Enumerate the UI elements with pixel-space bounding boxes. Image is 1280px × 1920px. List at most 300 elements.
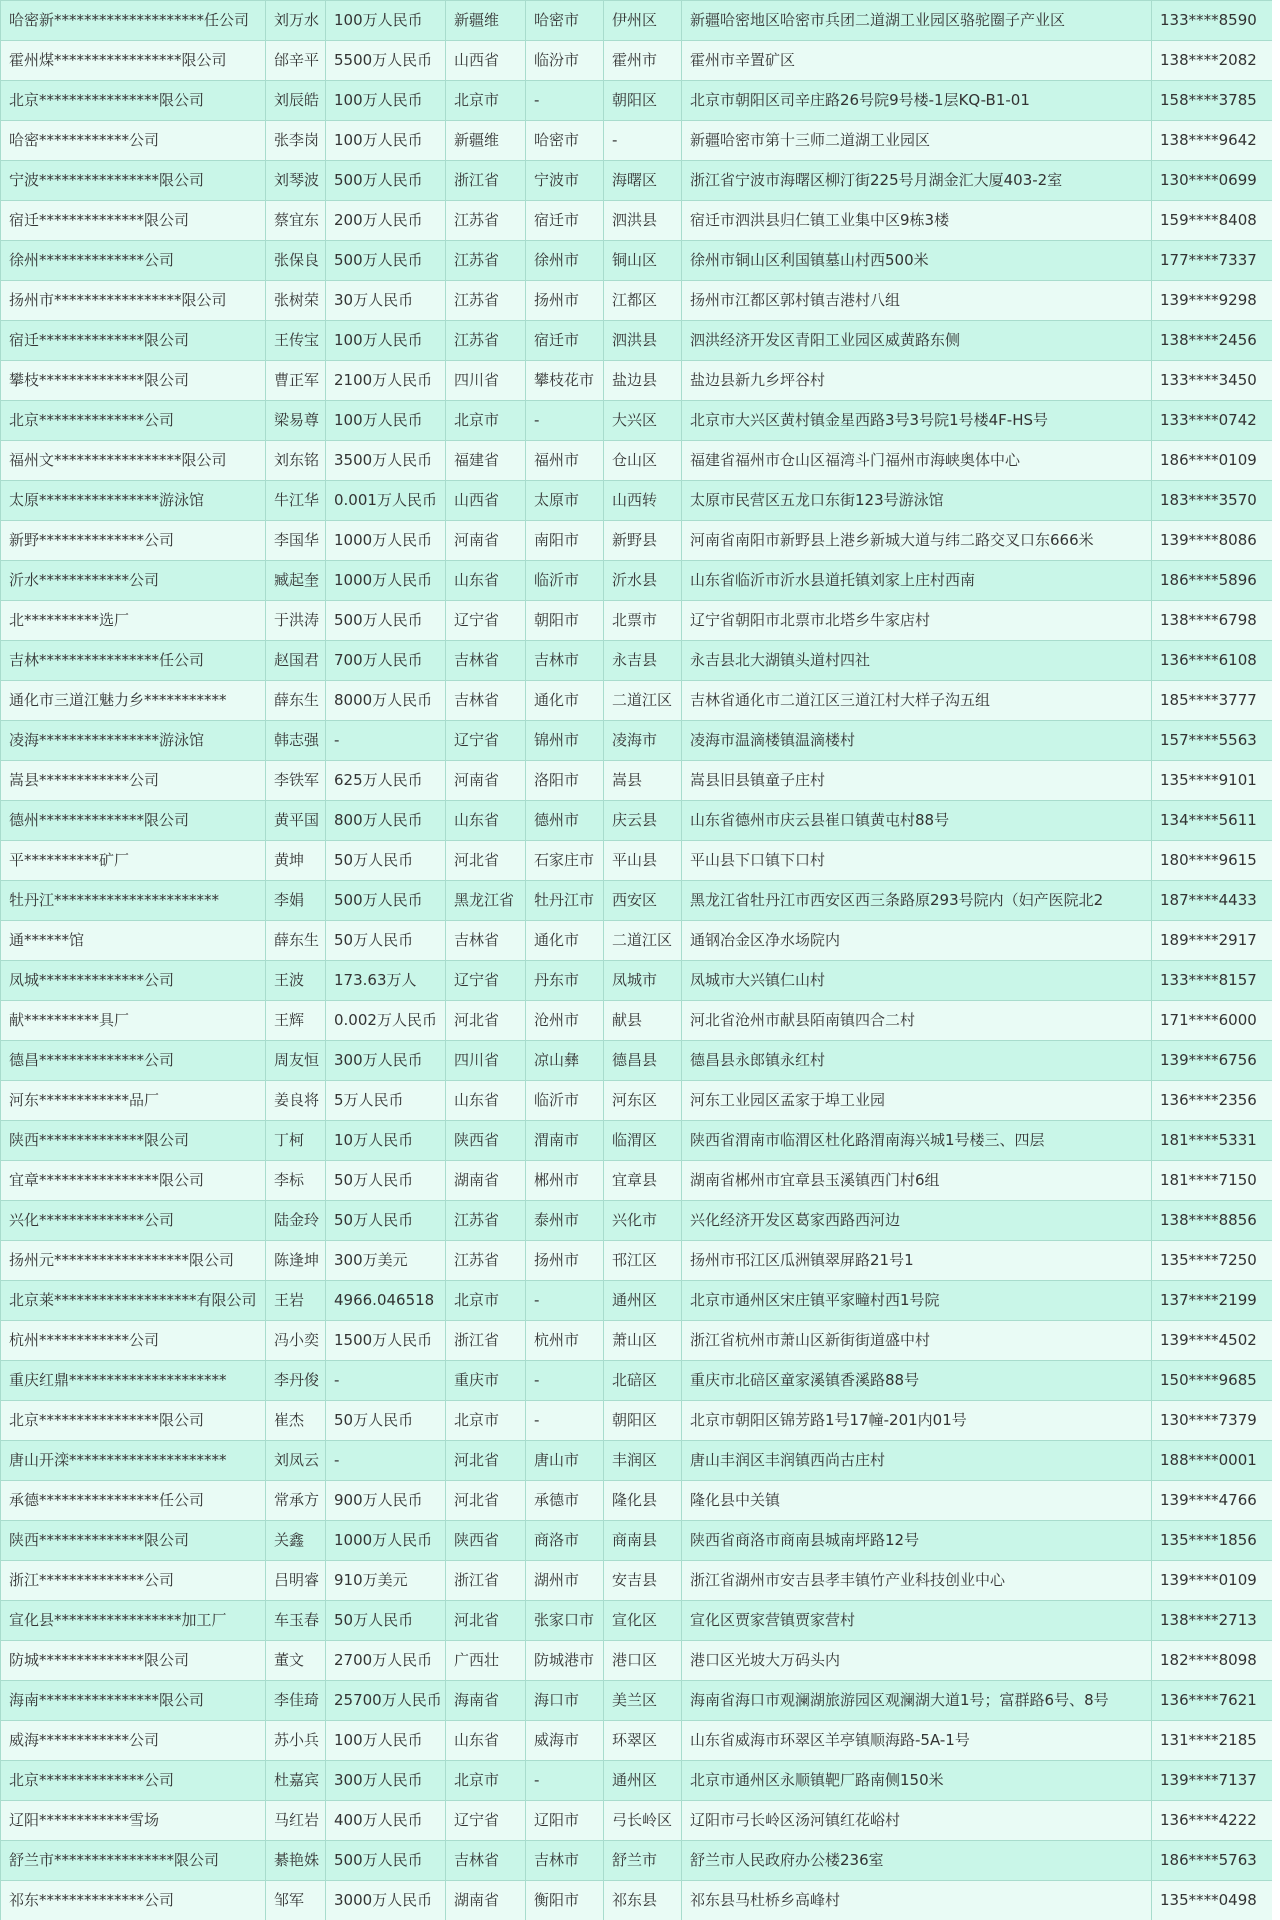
registered-capital-cell: 700万人民币: [326, 641, 446, 681]
phone-cell: 135****9101: [1152, 761, 1273, 801]
city-cell: 渭南市: [526, 1121, 604, 1161]
legal-person-cell: 董文: [266, 1641, 326, 1681]
table-row: [1, 1881, 1273, 1920]
city-cell: 海口市: [526, 1681, 604, 1721]
address-cell: 北京市大兴区黄村镇金星西路3号3号院1号楼4F-HS号: [682, 401, 1152, 441]
city-cell: 防城港市: [526, 1641, 604, 1681]
phone-cell: 171****6000: [1152, 1001, 1273, 1041]
city-cell: 扬州市: [526, 281, 604, 321]
table-row: [1, 401, 1273, 441]
table-row: [1, 1121, 1273, 1161]
address-cell: 永吉县北大湖镇头道村四社: [682, 641, 1152, 681]
address-cell: 扬州市江都区郭村镇吉港村八组: [682, 281, 1152, 321]
company-name-cell: 宜章****************限公司: [1, 1161, 266, 1201]
registered-capital-cell: 0.001万人民币: [326, 481, 446, 521]
company-name-cell: 杭州************公司: [1, 1321, 266, 1361]
district-cell: 安吉县: [604, 1561, 682, 1601]
company-name-cell: 通******馆: [1, 921, 266, 961]
address-cell: 北京市朝阳区司辛庄路26号院9号楼-1层KQ-B1-01: [682, 81, 1152, 121]
legal-person-cell: 薛东生: [266, 681, 326, 721]
registered-capital-cell: 3000万人民币: [326, 1881, 446, 1920]
legal-person-cell: 杜嘉宾: [266, 1761, 326, 1801]
address-cell: 福建省福州市仓山区福湾斗门福州市海峡奥体中心: [682, 441, 1152, 481]
phone-cell: 139****7137: [1152, 1761, 1273, 1801]
district-cell: 德昌县: [604, 1041, 682, 1081]
city-cell: -: [526, 1361, 604, 1401]
legal-person-cell: 冯小奕: [266, 1321, 326, 1361]
table-row: [1, 161, 1273, 201]
phone-cell: 159****8408: [1152, 201, 1273, 241]
table-row: [1, 361, 1273, 401]
table-row: [1, 801, 1273, 841]
registered-capital-cell: 1500万人民币: [326, 1321, 446, 1361]
phone-cell: 181****5331: [1152, 1121, 1273, 1161]
legal-person-cell: 李娟: [266, 881, 326, 921]
city-cell: 牡丹江市: [526, 881, 604, 921]
district-cell: -: [604, 121, 682, 161]
table-row: [1, 1281, 1273, 1321]
district-cell: 仓山区: [604, 441, 682, 481]
phone-cell: 183****3570: [1152, 481, 1273, 521]
table-row: [1, 1681, 1273, 1721]
address-cell: 宣化区贾家营镇贾家营村: [682, 1601, 1152, 1641]
registered-capital-cell: -: [326, 721, 446, 761]
district-cell: 通州区: [604, 1761, 682, 1801]
company-name-cell: 献**********具厂: [1, 1001, 266, 1041]
legal-person-cell: 吕明睿: [266, 1561, 326, 1601]
province-cell: 北京市: [446, 1401, 526, 1441]
city-cell: 福州市: [526, 441, 604, 481]
address-cell: 嵩县旧县镇童子庄村: [682, 761, 1152, 801]
district-cell: 大兴区: [604, 401, 682, 441]
province-cell: 河北省: [446, 1601, 526, 1641]
company-name-cell: 兴化**************公司: [1, 1201, 266, 1241]
registered-capital-cell: 25700万人民币: [326, 1681, 446, 1721]
phone-cell: 133****0742: [1152, 401, 1273, 441]
province-cell: 吉林省: [446, 921, 526, 961]
table-row: [1, 1321, 1273, 1361]
company-name-cell: 海南****************限公司: [1, 1681, 266, 1721]
company-name-cell: 攀枝**************限公司: [1, 361, 266, 401]
province-cell: 河南省: [446, 521, 526, 561]
province-cell: 四川省: [446, 1041, 526, 1081]
company-name-cell: 哈密新********************任公司: [1, 1, 266, 41]
district-cell: 庆云县: [604, 801, 682, 841]
province-cell: 江苏省: [446, 1201, 526, 1241]
city-cell: 攀枝花市: [526, 361, 604, 401]
company-name-cell: 重庆红鼎*********************: [1, 1361, 266, 1401]
address-cell: 湖南省郴州市宜章县玉溪镇西门村6组: [682, 1161, 1152, 1201]
company-name-cell: 祁东**************公司: [1, 1881, 266, 1920]
registered-capital-cell: 625万人民币: [326, 761, 446, 801]
registered-capital-cell: 3500万人民币: [326, 441, 446, 481]
province-cell: 辽宁省: [446, 721, 526, 761]
company-name-cell: 北京****************限公司: [1, 81, 266, 121]
province-cell: 海南省: [446, 1681, 526, 1721]
phone-cell: 136****4222: [1152, 1801, 1273, 1841]
registered-capital-cell: 50万人民币: [326, 1401, 446, 1441]
address-cell: 陕西省商洛市商南县城南坪路12号: [682, 1521, 1152, 1561]
table-row: [1, 1561, 1273, 1601]
province-cell: 北京市: [446, 401, 526, 441]
city-cell: 商洛市: [526, 1521, 604, 1561]
legal-person-cell: 姜良将: [266, 1081, 326, 1121]
district-cell: 嵩县: [604, 761, 682, 801]
address-cell: 海南省海口市观澜湖旅游园区观澜湖大道1号；富群路6号、8号: [682, 1681, 1152, 1721]
registered-capital-cell: 200万人民币: [326, 201, 446, 241]
legal-person-cell: 綦艳姝: [266, 1841, 326, 1881]
registered-capital-cell: 50万人民币: [326, 1161, 446, 1201]
district-cell: 海曙区: [604, 161, 682, 201]
phone-cell: 150****9685: [1152, 1361, 1273, 1401]
address-cell: 新疆哈密地区哈密市兵团二道湖工业园区骆驼圈子产业区: [682, 1, 1152, 41]
city-cell: 扬州市: [526, 1241, 604, 1281]
company-name-cell: 陕西**************限公司: [1, 1121, 266, 1161]
city-cell: 通化市: [526, 921, 604, 961]
phone-cell: 139****6756: [1152, 1041, 1273, 1081]
legal-person-cell: 王岩: [266, 1281, 326, 1321]
district-cell: 弓长岭区: [604, 1801, 682, 1841]
company-name-cell: 吉林****************任公司: [1, 641, 266, 681]
table-row: [1, 1361, 1273, 1401]
company-name-cell: 沂水************公司: [1, 561, 266, 601]
legal-person-cell: 陈逢坤: [266, 1241, 326, 1281]
table-row: [1, 281, 1273, 321]
province-cell: 江苏省: [446, 1241, 526, 1281]
province-cell: 湖南省: [446, 1881, 526, 1920]
legal-person-cell: 薛东生: [266, 921, 326, 961]
phone-cell: 187****4433: [1152, 881, 1273, 921]
district-cell: 永吉县: [604, 641, 682, 681]
province-cell: 湖南省: [446, 1161, 526, 1201]
company-name-cell: 北京莱*******************有限公司: [1, 1281, 266, 1321]
province-cell: 北京市: [446, 81, 526, 121]
table-row: [1, 961, 1273, 1001]
table-row: [1, 321, 1273, 361]
legal-person-cell: 陆金玲: [266, 1201, 326, 1241]
city-cell: 承德市: [526, 1481, 604, 1521]
district-cell: 二道江区: [604, 681, 682, 721]
table-row: [1, 841, 1273, 881]
phone-cell: 180****9615: [1152, 841, 1273, 881]
address-cell: 新疆哈密市第十三师二道湖工业园区: [682, 121, 1152, 161]
company-name-cell: 凌海****************游泳馆: [1, 721, 266, 761]
district-cell: 二道江区: [604, 921, 682, 961]
registered-capital-cell: 300万人民币: [326, 1761, 446, 1801]
table-row: [1, 1521, 1273, 1561]
phone-cell: 135****1856: [1152, 1521, 1273, 1561]
phone-cell: 158****3785: [1152, 81, 1273, 121]
province-cell: 黑龙江省: [446, 881, 526, 921]
company-name-cell: 北京**************公司: [1, 1761, 266, 1801]
phone-cell: 139****9298: [1152, 281, 1273, 321]
city-cell: 吉林市: [526, 1841, 604, 1881]
legal-person-cell: 王波: [266, 961, 326, 1001]
address-cell: 宿迁市泗洪县归仁镇工业集中区9栋3楼: [682, 201, 1152, 241]
legal-person-cell: 周友恒: [266, 1041, 326, 1081]
province-cell: 浙江省: [446, 1321, 526, 1361]
province-cell: 河北省: [446, 841, 526, 881]
registered-capital-cell: 300万人民币: [326, 1041, 446, 1081]
address-cell: 北京市通州区永顺镇靶厂路南侧150米: [682, 1761, 1152, 1801]
company-name-cell: 浙江**************公司: [1, 1561, 266, 1601]
district-cell: 环翠区: [604, 1721, 682, 1761]
district-cell: 隆化县: [604, 1481, 682, 1521]
company-name-cell: 北**********选厂: [1, 601, 266, 641]
address-cell: 凌海市温滴楼镇温滴楼村: [682, 721, 1152, 761]
company-name-cell: 霍州煤*****************限公司: [1, 41, 266, 81]
company-name-cell: 承德****************任公司: [1, 1481, 266, 1521]
company-name-cell: 嵩县************公司: [1, 761, 266, 801]
city-cell: 朝阳市: [526, 601, 604, 641]
legal-person-cell: 于洪涛: [266, 601, 326, 641]
address-cell: 舒兰市人民政府办公楼236室: [682, 1841, 1152, 1881]
phone-cell: 130****0699: [1152, 161, 1273, 201]
registered-capital-cell: 4966.046518: [326, 1281, 446, 1321]
province-cell: 辽宁省: [446, 961, 526, 1001]
table-row: [1, 1721, 1273, 1761]
legal-person-cell: 张李岗: [266, 121, 326, 161]
table-row: [1, 1041, 1273, 1081]
phone-cell: 131****2185: [1152, 1721, 1273, 1761]
province-cell: 陕西省: [446, 1121, 526, 1161]
address-cell: 辽宁省朝阳市北票市北塔乡牛家店村: [682, 601, 1152, 641]
district-cell: 丰润区: [604, 1441, 682, 1481]
phone-cell: 133****8590: [1152, 1, 1273, 41]
registered-capital-cell: 500万人民币: [326, 881, 446, 921]
table-row: [1, 1641, 1273, 1681]
address-cell: 兴化经济开发区葛家西路西河边: [682, 1201, 1152, 1241]
city-cell: 石家庄市: [526, 841, 604, 881]
address-cell: 黑龙江省牡丹江市西安区西三条路原293号院内（妇产医院北2: [682, 881, 1152, 921]
legal-person-cell: 张保良: [266, 241, 326, 281]
district-cell: 朝阳区: [604, 81, 682, 121]
address-cell: 重庆市北碚区童家溪镇香溪路88号: [682, 1361, 1152, 1401]
phone-cell: 138****9642: [1152, 121, 1273, 161]
registered-capital-cell: 100万人民币: [326, 81, 446, 121]
address-cell: 平山县下口镇下口村: [682, 841, 1152, 881]
legal-person-cell: 李国华: [266, 521, 326, 561]
legal-person-cell: 刘辰皓: [266, 81, 326, 121]
legal-person-cell: 梁易尊: [266, 401, 326, 441]
city-cell: 辽阳市: [526, 1801, 604, 1841]
registered-capital-cell: 500万人民币: [326, 601, 446, 641]
table-row: [1, 1761, 1273, 1801]
company-name-cell: 扬州市*****************限公司: [1, 281, 266, 321]
district-cell: 兴化市: [604, 1201, 682, 1241]
legal-person-cell: 曹正军: [266, 361, 326, 401]
company-name-cell: 通化市三道江魅力乡***********: [1, 681, 266, 721]
company-name-cell: 河东************品厂: [1, 1081, 266, 1121]
province-cell: 江苏省: [446, 201, 526, 241]
company-name-cell: 陕西**************限公司: [1, 1521, 266, 1561]
registered-capital-cell: 50万人民币: [326, 921, 446, 961]
phone-cell: 185****3777: [1152, 681, 1273, 721]
district-cell: 献县: [604, 1001, 682, 1041]
city-cell: 德州市: [526, 801, 604, 841]
company-name-cell: 舒兰市****************限公司: [1, 1841, 266, 1881]
table-row: [1, 121, 1273, 161]
address-cell: 山东省威海市环翠区羊亭镇顺海路-5A-1号: [682, 1721, 1152, 1761]
district-cell: 商南县: [604, 1521, 682, 1561]
company-name-cell: 德昌**************公司: [1, 1041, 266, 1081]
phone-cell: 189****2917: [1152, 921, 1273, 961]
phone-cell: 139****4766: [1152, 1481, 1273, 1521]
district-cell: 山西转: [604, 481, 682, 521]
province-cell: 浙江省: [446, 161, 526, 201]
district-cell: 通州区: [604, 1281, 682, 1321]
address-cell: 浙江省湖州市安吉县孝丰镇竹产业科技创业中心: [682, 1561, 1152, 1601]
province-cell: 四川省: [446, 361, 526, 401]
phone-cell: 136****2356: [1152, 1081, 1273, 1121]
city-cell: 洛阳市: [526, 761, 604, 801]
district-cell: 邗江区: [604, 1241, 682, 1281]
city-cell: 沧州市: [526, 1001, 604, 1041]
district-cell: 平山县: [604, 841, 682, 881]
province-cell: 辽宁省: [446, 601, 526, 641]
city-cell: 泰州市: [526, 1201, 604, 1241]
table-row: [1, 1081, 1273, 1121]
city-cell: 哈密市: [526, 121, 604, 161]
district-cell: 盐边县: [604, 361, 682, 401]
phone-cell: 134****5611: [1152, 801, 1273, 841]
city-cell: 唐山市: [526, 1441, 604, 1481]
legal-person-cell: 崔杰: [266, 1401, 326, 1441]
city-cell: 锦州市: [526, 721, 604, 761]
district-cell: 港口区: [604, 1641, 682, 1681]
table-row: [1, 1241, 1273, 1281]
address-cell: 浙江省杭州市萧山区新街街道盛中村: [682, 1321, 1152, 1361]
district-cell: 北票市: [604, 601, 682, 641]
table-row: [1, 41, 1273, 81]
district-cell: 北碚区: [604, 1361, 682, 1401]
city-cell: 宿迁市: [526, 321, 604, 361]
phone-cell: 157****5563: [1152, 721, 1273, 761]
table-row: [1, 1801, 1273, 1841]
district-cell: 凤城市: [604, 961, 682, 1001]
legal-person-cell: 黄平国: [266, 801, 326, 841]
province-cell: 山西省: [446, 41, 526, 81]
registered-capital-cell: -: [326, 1441, 446, 1481]
province-cell: 河南省: [446, 761, 526, 801]
table-row: [1, 1161, 1273, 1201]
city-cell: 通化市: [526, 681, 604, 721]
district-cell: 美兰区: [604, 1681, 682, 1721]
table-row: [1, 881, 1273, 921]
city-cell: 哈密市: [526, 1, 604, 41]
city-cell: 临汾市: [526, 41, 604, 81]
address-cell: 德昌县永郎镇永红村: [682, 1041, 1152, 1081]
province-cell: 吉林省: [446, 681, 526, 721]
address-cell: 通钢冶金区净水场院内: [682, 921, 1152, 961]
address-cell: 凤城市大兴镇仁山村: [682, 961, 1152, 1001]
address-cell: 吉林省通化市二道江区三道江村大样子沟五组: [682, 681, 1152, 721]
table-row: [1, 721, 1273, 761]
address-cell: 辽阳市弓长岭区汤河镇红花峪村: [682, 1801, 1152, 1841]
phone-cell: 136****6108: [1152, 641, 1273, 681]
city-cell: -: [526, 1401, 604, 1441]
province-cell: 吉林省: [446, 1841, 526, 1881]
province-cell: 江苏省: [446, 281, 526, 321]
phone-cell: 137****2199: [1152, 1281, 1273, 1321]
city-cell: 凉山彝: [526, 1041, 604, 1081]
company-name-cell: 太原****************游泳馆: [1, 481, 266, 521]
province-cell: 广西壮: [446, 1641, 526, 1681]
city-cell: -: [526, 1761, 604, 1801]
registered-capital-cell: 100万人民币: [326, 321, 446, 361]
city-cell: 郴州市: [526, 1161, 604, 1201]
company-name-cell: 福州文*****************限公司: [1, 441, 266, 481]
table-row: [1, 1441, 1273, 1481]
legal-person-cell: 关鑫: [266, 1521, 326, 1561]
legal-person-cell: 常承方: [266, 1481, 326, 1521]
district-cell: 宣化区: [604, 1601, 682, 1641]
legal-person-cell: 李铁军: [266, 761, 326, 801]
legal-person-cell: 邰辛平: [266, 41, 326, 81]
table-row: [1, 481, 1273, 521]
province-cell: 山东省: [446, 561, 526, 601]
registered-capital-cell: 500万人民币: [326, 161, 446, 201]
district-cell: 江都区: [604, 281, 682, 321]
table-row: [1, 1841, 1273, 1881]
city-cell: 徐州市: [526, 241, 604, 281]
city-cell: 吉林市: [526, 641, 604, 681]
registered-capital-cell: 8000万人民币: [326, 681, 446, 721]
company-name-cell: 威海************公司: [1, 1721, 266, 1761]
address-cell: 盐边县新九乡坪谷村: [682, 361, 1152, 401]
city-cell: 宁波市: [526, 161, 604, 201]
city-cell: -: [526, 401, 604, 441]
province-cell: 福建省: [446, 441, 526, 481]
registered-capital-cell: 300万美元: [326, 1241, 446, 1281]
phone-cell: 181****7150: [1152, 1161, 1273, 1201]
district-cell: 泗洪县: [604, 321, 682, 361]
legal-person-cell: 丁柯: [266, 1121, 326, 1161]
registered-capital-cell: 1000万人民币: [326, 561, 446, 601]
registered-capital-cell: 100万人民币: [326, 121, 446, 161]
phone-cell: 133****8157: [1152, 961, 1273, 1001]
province-cell: 河北省: [446, 1001, 526, 1041]
address-cell: 徐州市铜山区利国镇墓山村西500米: [682, 241, 1152, 281]
address-cell: 港口区光坡大万码头内: [682, 1641, 1152, 1681]
registered-capital-cell: 910万美元: [326, 1561, 446, 1601]
company-name-cell: 扬州元******************限公司: [1, 1241, 266, 1281]
legal-person-cell: 牛江华: [266, 481, 326, 521]
registered-capital-cell: 173.63万人: [326, 961, 446, 1001]
legal-person-cell: 苏小兵: [266, 1721, 326, 1761]
company-name-cell: 北京****************限公司: [1, 1401, 266, 1441]
legal-person-cell: 车玉春: [266, 1601, 326, 1641]
address-cell: 唐山丰润区丰润镇西尚古庄村: [682, 1441, 1152, 1481]
province-cell: 山东省: [446, 1081, 526, 1121]
table-row: [1, 681, 1273, 721]
district-cell: 伊州区: [604, 1, 682, 41]
legal-person-cell: 刘万水: [266, 1, 326, 41]
phone-cell: 139****8086: [1152, 521, 1273, 561]
province-cell: 河北省: [446, 1481, 526, 1521]
address-cell: 北京市朝阳区锦芳路1号17幢-201内01号: [682, 1401, 1152, 1441]
city-cell: 临沂市: [526, 561, 604, 601]
address-cell: 陕西省渭南市临渭区杜化路渭南海兴城1号楼三、四层: [682, 1121, 1152, 1161]
registered-capital-cell: 50万人民币: [326, 841, 446, 881]
legal-person-cell: 刘东铭: [266, 441, 326, 481]
registered-capital-cell: 400万人民币: [326, 1801, 446, 1841]
province-cell: 江苏省: [446, 321, 526, 361]
legal-person-cell: 赵国君: [266, 641, 326, 681]
table-row: [1, 1601, 1273, 1641]
address-cell: 霍州市辛置矿区: [682, 41, 1152, 81]
table-row: [1, 1201, 1273, 1241]
